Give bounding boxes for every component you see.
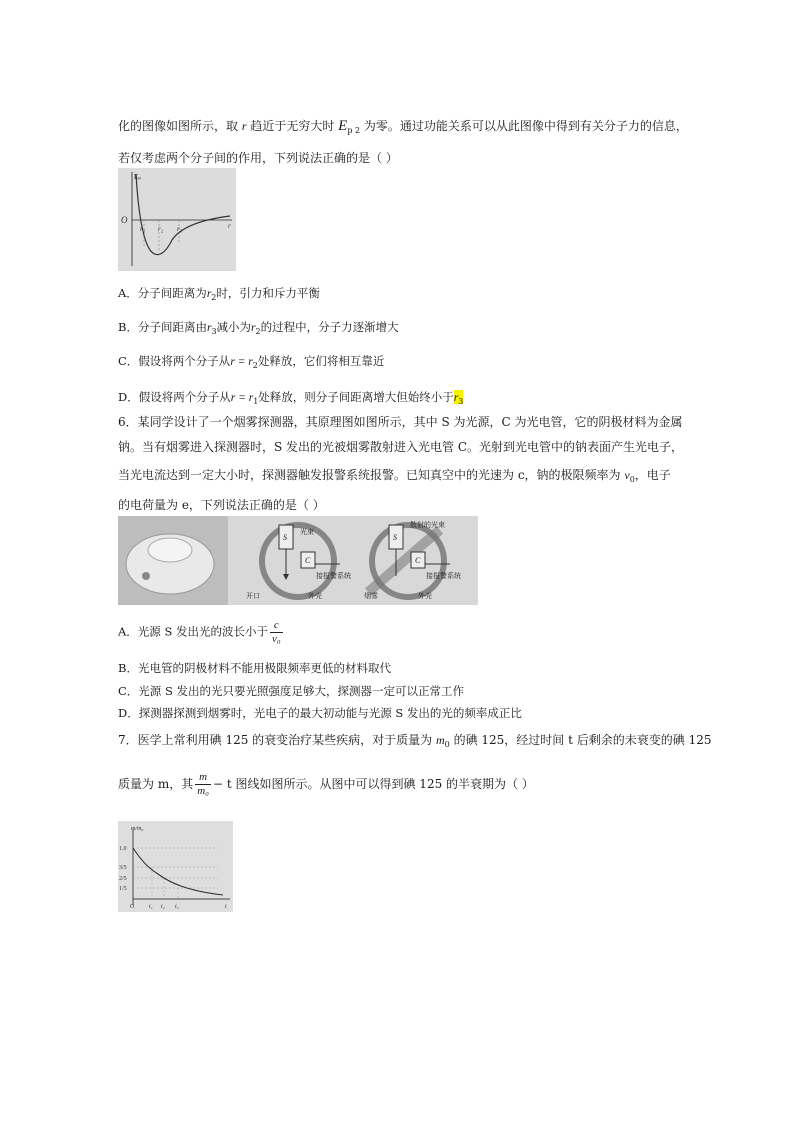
fig1-origin-label: O: [121, 215, 128, 225]
sub: 3: [458, 397, 464, 406]
option-text: B．分子间距离由: [118, 320, 207, 334]
decay-curve-figure: [118, 821, 233, 912]
intro-text: 趋近于无穷大时: [246, 119, 339, 133]
sub: 2: [255, 327, 261, 336]
q5-option-d: [118, 389, 463, 410]
q6-option-a: [118, 619, 285, 646]
q5-option-c: [118, 353, 384, 374]
fig3-ytick-2-5: 2/5: [119, 876, 127, 882]
fig3-xtick-t1: t₁: [149, 904, 153, 910]
fig3-ytick-3-5: 3/5: [119, 865, 127, 871]
option-text: 处释放，则分子间距离增大但始终小于: [258, 390, 454, 404]
fig3-ytick-1: 1.0: [119, 846, 127, 852]
q6-option-c: C．光源 S 发出的光只要光照强度足够大，探测器一定可以正常工作: [118, 684, 464, 698]
var-r: r: [206, 322, 212, 334]
label-smoke: 烟雾: [364, 592, 378, 600]
option-text: 时，引力和斥力平衡: [216, 286, 320, 300]
label-alarm-left: 接报警系统: [316, 572, 351, 580]
q7-stem-line-2: [118, 771, 534, 798]
question-stem-5: 若仅考虑两个分子间的作用，下列说法正确的是（ ）: [118, 151, 398, 165]
q5-option-a: [118, 285, 320, 306]
fig1-tick-r3: r₃: [177, 225, 183, 233]
var-r: r: [206, 288, 212, 300]
stem-text: − t 图线如图所示。从图中可以得到碘 125 的半衰期为（ ）: [212, 777, 534, 791]
option-text: A．光源 S 发出光的波长小于: [118, 624, 268, 639]
fraction-denominator: ν₀: [272, 633, 281, 645]
sub: 2: [252, 361, 258, 370]
intro-text: 化的图像如图所示，取: [118, 119, 242, 133]
intro-line-1: [118, 118, 688, 139]
label-S-right: S: [393, 533, 397, 542]
fig3-xtick-t2: t₂: [161, 904, 165, 910]
fig3-xtick-t3: t₃: [175, 904, 179, 910]
option-text: 处释放，它们将相互靠近: [257, 354, 385, 368]
label-C-right: C: [415, 556, 421, 565]
stem-text: 质量为 m，其: [118, 777, 194, 791]
label-scattered-beam: 散射的光束: [410, 521, 445, 529]
var-r: r: [453, 392, 459, 404]
stem-text: ，电子: [634, 468, 671, 482]
label-shell-right: 外壳: [418, 592, 432, 600]
option-text: C．假设将两个分子从: [118, 354, 231, 368]
fraction-m-over-m0: [195, 771, 211, 798]
var-r: r: [241, 119, 247, 133]
fraction-c-over-nu0: [270, 619, 283, 646]
sub: 3: [211, 327, 217, 336]
fig1-tick-r2: r₂: [158, 225, 164, 233]
fraction-numerator: m: [195, 771, 211, 785]
option-text: A．分子间距离为: [118, 286, 207, 300]
option-text: D．假设将两个分子从: [118, 390, 231, 404]
q5-option-b: [118, 319, 399, 340]
q6-stem-line-2: 钠。当有烟雾进入探测器时，S 发出的光被烟雾散射进入光电管 C。光射到光电管中的钠表面产生光电子，: [118, 440, 684, 454]
intro-text: 为零。通过功能关系可以从此图像中得到有关分子力的信息，: [360, 119, 688, 133]
sub: 2: [211, 293, 217, 302]
fig1-axis-x-label: r: [228, 222, 231, 230]
stem-text: 当光电流达到一定大小时，探测器触发报警系统报警。已知真空中的光速为 c，钠的极限频率为: [118, 468, 625, 482]
fig1-tick-r1: r₁: [140, 225, 146, 233]
fig3-origin: O: [130, 904, 135, 910]
fig3-ytick-1-5: 1/5: [119, 886, 127, 892]
stem-text: 7．医学上常利用碘 125 的衰变治疗某些疾病，对于质量为: [118, 733, 436, 747]
sub: 0: [444, 740, 450, 749]
stem-text: 的碘 125，经过时间 t 后剩余的未衰变的碘 125: [449, 733, 712, 747]
smoke-detector-figure: [118, 516, 478, 605]
label-S-left: S: [283, 533, 287, 542]
fig3-xlabel: t: [225, 904, 227, 910]
q7-stem-line-1: [118, 732, 711, 753]
label-opening: 开口: [246, 592, 260, 600]
q6-option-b: B．光电管的阴极材料不能用极限频率更低的材料取代: [118, 661, 391, 675]
q6-stem-line-1: 6．某同学设计了一个烟雾探测器，其原理图如图所示，其中 S 为光源，C 为光电管，它的阴极材料为金属: [118, 415, 683, 429]
q6-option-d: D．探测器探测到烟雾时，光电子的最大初动能与光源 S 发出的光的频率成正比: [118, 706, 522, 720]
label-C-left: C: [305, 556, 311, 565]
potential-energy-figure: [118, 168, 236, 271]
label-alarm-right: 接报警系统: [426, 572, 461, 580]
fraction-denominator: m₀: [197, 785, 209, 797]
fraction-numerator: c: [270, 619, 283, 633]
var-r: r: [251, 322, 256, 334]
sub: 0: [629, 475, 635, 484]
equation: r = r: [230, 356, 253, 368]
option-text: 减小为: [216, 320, 252, 334]
label-shell-left: 外壳: [308, 592, 322, 600]
q6-stem-line-3: [118, 467, 671, 488]
var-nu: ν: [624, 468, 630, 482]
fig1-axis-y-label: Eₚ: [134, 173, 142, 181]
label-beam: 光束: [300, 528, 314, 536]
q6-stem-line-4: 的电荷量为 e，下列说法正确的是（ ）: [118, 498, 325, 512]
var-m: m: [436, 733, 445, 747]
equation: r = r: [230, 392, 254, 404]
option-text: 的过程中，分子力逐渐增大: [260, 320, 399, 334]
sub: 1: [253, 397, 259, 406]
sub-p2: p 2: [347, 126, 361, 135]
fig3-ylabel: m/m₀: [131, 826, 144, 832]
highlighted-r3: [454, 390, 464, 404]
var-E: E: [338, 118, 348, 134]
